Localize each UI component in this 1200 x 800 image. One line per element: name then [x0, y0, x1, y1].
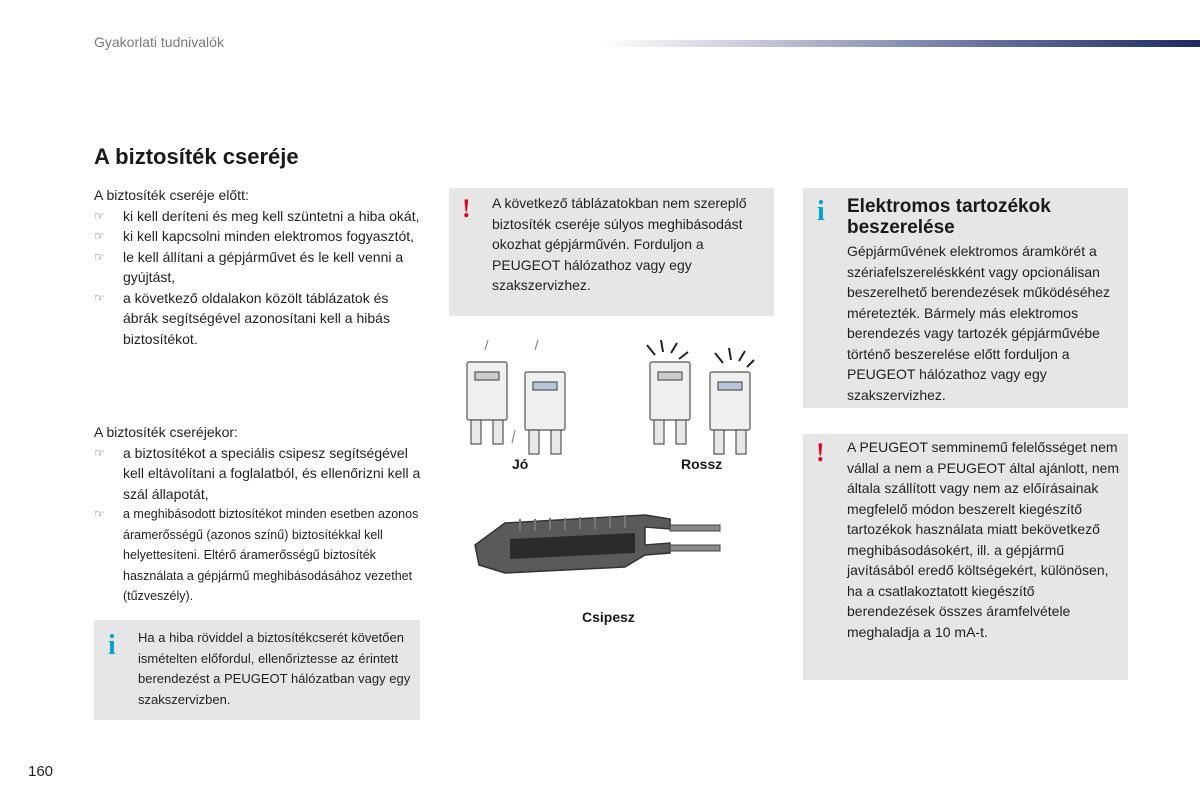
pointing-hand-icon: ☞	[94, 249, 105, 264]
info-box-text: Gépjárművének elektromos áramkörét a szériafelszereléskként vagy opcionálisan beszerelhető berendezések működéséhez méretezték. Bármely más elektromos berendezés vagy tartozék gépjárművébe történő beszerelése előtt forduljon a PEUGEOT hálózathoz vagy egy szakszervizhez.	[847, 243, 1111, 403]
pointing-hand-icon: ☞	[94, 229, 105, 243]
section-header: Gyakorlati tudnivalók	[94, 34, 224, 50]
good-fuse-figure	[467, 340, 565, 454]
info-box	[803, 188, 1128, 408]
header-decorative-bar	[600, 40, 1200, 47]
bad-fuse-label: Rossz	[681, 456, 723, 472]
pointing-hand-icon: ☞	[94, 208, 105, 223]
procedure-lead: A biztosíték cseréjekor:	[94, 424, 238, 440]
pointing-hand-icon: ☞	[94, 290, 105, 305]
fuse-illustration	[455, 335, 755, 455]
intro-list	[94, 206, 424, 350]
info-box-title: Elektromos tartozékok beszerelése	[847, 196, 1051, 238]
page-title: A biztosíték cseréje	[94, 144, 299, 169]
list-item: ☞ le kell állítani a gépjárművet és le kell venni a gyújtást,	[94, 248, 404, 285]
page-number: 160	[28, 763, 54, 780]
tweezers-illustration	[465, 505, 730, 585]
tweezers-label: Csipesz	[582, 609, 635, 625]
warning-text: A következő táblázatokban nem szereplő biztosíték cseréje súlyos meghibásodást okozhat gépjárművén. Forduljon a PEUGEOT hálózathoz vagy egy szakszervizhez.	[492, 195, 747, 293]
procedure-section	[94, 422, 424, 607]
warning-text: A PEUGEOT semminemű felelősséget nem vállal a nem a PEUGEOT által ajánlott, nem általa szállított vagy nem az előírásainak megfelelő módon beszerelt kiegészítő tartozékok használata miatt bekövetkező meghibásodásokért, ill. a gépjármű javításából eredő költségekért, különösen, ha a csatlakoztatott kiegészítő berendezések összes áramfelvétele meghaladja a 10 mA-t.	[847, 439, 1120, 640]
list-item: ☞ a biztosítékot a speciális csipesz segítségével kell eltávolítani a foglalatból, és ellenőrizni kell a szál állapotát,	[94, 444, 421, 502]
info-icon: i	[817, 196, 825, 227]
warning-box-accessories	[803, 434, 1128, 680]
bad-fuse-figure	[647, 340, 754, 454]
warning-box	[449, 188, 774, 316]
tip-text: Ha a hiba röviddel a biztosítékcserét követően ismételten előfordul, ellenőriztesse az érintett berendezést a PEUGEOT hálózatban vagy egy szakszervizben.	[138, 630, 411, 707]
list-item: ☞ ki kell kapcsolni minden elektromos fogyasztót,	[94, 226, 424, 247]
list-item: ☞ a meghibásodott biztosítékot minden esetben azonos áramerősségű (azonos színű) biztosítékkal kell helyettesíteni. Eltérő áramerősségű biztosíték használata a gépjármű meghibásodásához vezethet (tűzveszély).	[94, 504, 424, 607]
intro-lead: A biztosíték cseréje előtt:	[94, 187, 249, 203]
tip-box	[94, 620, 420, 720]
warning-icon: !	[816, 438, 825, 467]
warning-icon: !	[462, 194, 471, 223]
pointing-hand-icon: ☞	[94, 507, 105, 521]
list-item: ☞ ki kell deríteni és meg kell szüntetni a hiba okát,	[94, 206, 424, 227]
intro-section	[94, 185, 424, 349]
procedure-list	[94, 443, 424, 607]
list-item: ☞ a következő oldalakon közölt táblázatok és ábrák segítségével azonosítani kell a hibás biztosítékot.	[94, 289, 390, 347]
good-fuse-label: Jó	[512, 456, 529, 472]
info-icon: i	[108, 630, 116, 661]
pointing-hand-icon: ☞	[94, 445, 105, 460]
